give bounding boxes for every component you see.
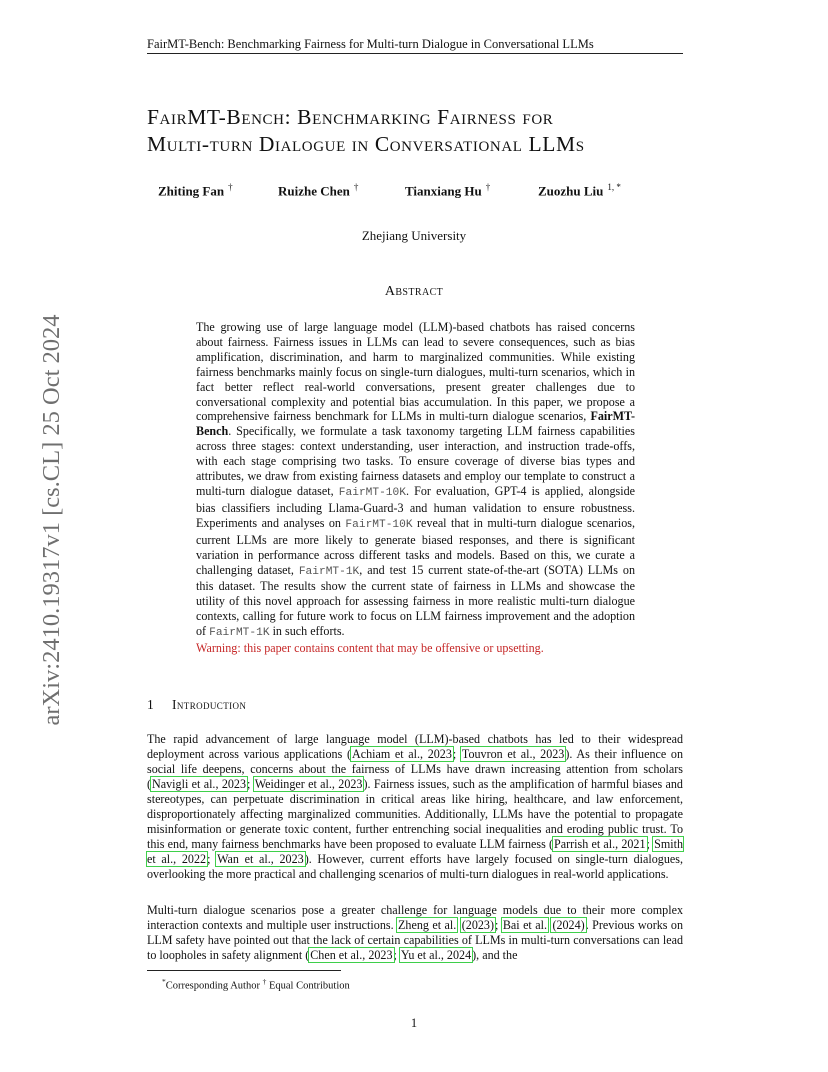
title-line-2: Multi-turn Dialogue in Conversational LLMs bbox=[147, 132, 585, 156]
author-mark: 1, * bbox=[607, 182, 621, 192]
author-mark: † bbox=[485, 182, 491, 192]
author-mark: † bbox=[228, 182, 233, 192]
abstract-sentence: . Specifically, we formulate a task taxonomy targeting LLM fairness capabilities across three stages: context understanding, user interaction, and instruction trade-offs, with each stage comprising two tasks. To ensure coverage of diverse bias types and attributes, we draw from existing fairness datasets and employ our template to construct a multi-turn dialogue dataset, bbox=[196, 424, 635, 498]
section-number: 1 bbox=[147, 697, 154, 712]
author-4 bbox=[538, 182, 621, 199]
citation-link[interactable]: Achiam et al., 2023 bbox=[351, 747, 452, 761]
abstract-sentence: The growing use of large language model (LLM)-based chatbots has raised concerns about fairness. Fairness issues in LLMs can lead to severe consequences, such as bias amplification, discrimination, and harm to marginalized communities. While existing fairness benchmarks mainly focus on single-turn dialogues, multi-turn scenarios, which in fact better reflect real-world conversations, present greater challenges due to conversational complexity and potential bias accumulation. In this paper, we propose a comprehensive fairness benchmark for LLMs in multi-turn dialogue scenarios, bbox=[196, 320, 635, 424]
citation-link[interactable]: Smith et al., 2022 bbox=[147, 837, 683, 866]
author-name: Zhiting Fan bbox=[158, 183, 225, 199]
affiliation: Zhejiang University bbox=[361, 228, 467, 243]
citation-link[interactable]: Weidinger et al., 2023 bbox=[254, 777, 363, 791]
abstract-text bbox=[196, 320, 635, 641]
author-1 bbox=[158, 182, 233, 199]
intro-paragraph-1 bbox=[147, 732, 683, 882]
paragraph-text: ). However, current efforts have largely focused on single-turn dialogues, overlooking the more practical and challenging scenarios of multi-turn dialogues in real-world applications. bbox=[147, 852, 683, 881]
citation-link[interactable]: (2023) bbox=[461, 918, 495, 932]
citation-link[interactable]: Parrish et al., 2021 bbox=[554, 837, 646, 851]
author-2 bbox=[278, 182, 358, 199]
abstract-sentence: , and test 15 current state-of-the-art (SOTA) LLMs on this dataset. The results show the current state of fairness in LLMs and showcase the utility of this novel approach for assessing fairness in more realistic multi-turn dialogue contexts, calling for future work to focus on LLM fairness improvement and the adoption of bbox=[196, 562, 635, 639]
citation-link[interactable]: Yu et al., 2024 bbox=[400, 948, 472, 962]
footnote-rule bbox=[147, 970, 341, 971]
citation-link[interactable]: Touvron et al., 2023 bbox=[461, 747, 565, 761]
citation-link[interactable]: Chen et al., 2023 bbox=[310, 948, 393, 962]
citation-link[interactable]: Wan et al., 2023 bbox=[217, 852, 304, 866]
content-warning: Warning: this paper contains content that may be offensive or upsetting. bbox=[196, 641, 544, 656]
benchmark-name: FairMT-Bench bbox=[196, 409, 635, 439]
author-name: Ruizhe Chen bbox=[278, 183, 350, 199]
dataset-name: FairMT-1K bbox=[209, 627, 270, 640]
citation-separator: ; bbox=[452, 747, 461, 761]
footnote-mark: * bbox=[162, 977, 166, 986]
dataset-name: FairMT-1K bbox=[298, 565, 360, 578]
paragraph-text: ), and the bbox=[472, 948, 518, 962]
citation-separator: ; bbox=[495, 918, 502, 932]
paper-title bbox=[147, 104, 707, 158]
paragraph-text: Multi-turn dialogue scenarios pose a greater challenge for language models due to their more complex interaction contexts and multiple user instructions. bbox=[147, 903, 683, 932]
section-title: Introduction bbox=[172, 697, 247, 712]
intro-paragraph-2 bbox=[147, 903, 683, 963]
section-heading bbox=[147, 697, 246, 713]
citation-separator: ; bbox=[207, 852, 217, 866]
citation-separator: ; bbox=[646, 837, 654, 851]
dataset-name: FairMT-10K bbox=[338, 486, 406, 499]
citation-separator: ; bbox=[247, 777, 254, 791]
citation-separator: ; bbox=[393, 948, 400, 962]
abstract-body bbox=[196, 320, 635, 656]
paragraph-text: ). As their influence on social life deepens, concerns about the fairness of LLMs have drawn increasing attention from scholars ( bbox=[147, 747, 683, 791]
footnote-text: Equal Contribution bbox=[266, 980, 350, 992]
footnote-text: Corresponding Author bbox=[165, 980, 263, 992]
header-rule bbox=[147, 53, 683, 54]
page-number: 1 bbox=[410, 1016, 418, 1030]
author-name: Tianxiang Hu bbox=[405, 183, 482, 199]
author-3 bbox=[405, 182, 490, 199]
running-head: FairMT-Bench: Benchmarking Fairness for Multi-turn Dialogue in Conversational LLMs bbox=[147, 37, 594, 51]
footnote bbox=[162, 977, 350, 992]
citation-link[interactable]: Bai et al. bbox=[502, 918, 547, 932]
arxiv-id-stamp: arXiv:2410.19317v1 [cs.CL] 25 Oct 2024 bbox=[38, 314, 65, 726]
abstract-sentence: in such efforts. bbox=[269, 624, 345, 639]
citation-link[interactable]: Navigli et al., 2023 bbox=[152, 777, 247, 791]
abstract-sentence: . For evaluation, GPT-4 is applied, alongside bias classifiers including Llama-Guard-3 and human validation to ensure robustness. Experiments and analyses on bbox=[196, 483, 635, 530]
paragraph-text: ). Fairness issues, such as the amplification of harmful biases and stereotypes, can perpetuate discrimination in critical areas like hiring, healthcare, and law enforcement, disproportionately affecting marginalized communities. Additionally, LLMs have the potential to propagate misinformation or generate toxic content, further entrenching social inequalities and eroding public trust. To this end, many fairness benchmarks have been proposed to evaluate LLM fairness ( bbox=[147, 777, 683, 851]
author-mark: † bbox=[353, 182, 359, 192]
author-name: Zuozhu Liu bbox=[538, 183, 604, 199]
abstract-sentence: reveal that in multi-turn dialogue scenarios, current LLMs are more likely to generate biased responses, and there is significant variation in performance across different tasks and models. Based on this, we curate a challenging dataset, bbox=[196, 515, 635, 577]
citation-link[interactable]: (2024) bbox=[552, 918, 585, 932]
paragraph-text: The rapid advancement of large language model (LLM)-based chatbots has led to their widespread deployment across various applications ( bbox=[147, 732, 683, 761]
dataset-name: FairMT-10K bbox=[345, 518, 413, 531]
citation-link[interactable]: Zheng et al. bbox=[398, 918, 457, 932]
footnote-mark: † bbox=[262, 977, 267, 986]
abstract-heading: Abstract bbox=[384, 284, 444, 299]
title-line-1: FairMT-Bench: Benchmarking Fairness for bbox=[147, 105, 554, 129]
paragraph-text: . Previous works on LLM safety have pointed out that the lack of certain capabilities of LLMs in multi-turn conversations can lead to loopholes in safety alignment ( bbox=[147, 918, 684, 962]
